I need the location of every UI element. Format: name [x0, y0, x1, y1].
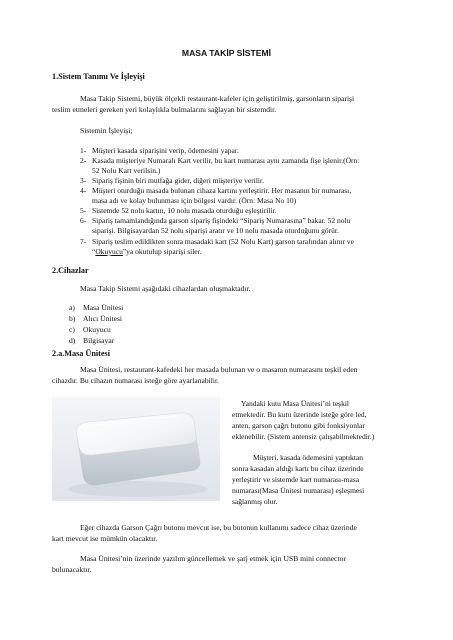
section-heading-2: 2.Cihazlar: [52, 266, 89, 275]
list-item: b) Alıcı Ünitesi: [69, 314, 123, 323]
section1-paragraph-line1: Masa Takip Sistemi, büyük ölçekli restaurant-kafeler için geliştirilmiş, garsonların siparişi: [80, 94, 355, 103]
okuyucu-underlined-term: Okuyucu: [95, 247, 123, 256]
bottom-paragraph2-line2: bulunacaktır.: [52, 565, 92, 574]
side-text-line: etmektedir. Bu kutu üzerinde isteğe göre led,: [232, 410, 367, 419]
side-text-line: Yandaki kutu Masa Ünitesi’ni teşkil: [241, 399, 349, 408]
table-unit-device-image: [52, 397, 220, 501]
side-text-line: Müşteri, kasada ödemesini yaptıktan: [253, 453, 363, 462]
side-text-line: sağlanmış olur.: [232, 497, 278, 506]
side-text-line: numarası(Masa Ünitesi numarası) eşleşmesi: [232, 486, 365, 495]
side-text-line: eklenebilir. (Sistem antensiz çalışabilmektedir.): [232, 432, 375, 441]
section2-paragraph: Masa Takip Sistemi aşağıdaki cihazlardan oluşmaktadır.: [80, 284, 251, 293]
bottom-paragraph1-line1: Eğer cihazda Garson Çağrı butonu mevcut ise, bu butonun kullanımı sadece cihaz üzerinde: [80, 523, 357, 532]
list-item: a) Masa Ünitesi: [69, 303, 124, 312]
process-subheading: Sistemin İşleyişi;: [80, 126, 133, 135]
side-text-line: anten, garson çağrı butonu gibi fonksiyonlar: [232, 421, 365, 430]
bottom-paragraph1-line2: kart mevcut ise mümkün olacaktır.: [52, 534, 158, 543]
section-heading-1: 1.Sistem Tanımı Ve İşleyişi: [52, 72, 145, 81]
document-page: MASA TAKİP SİSTEMİ 1.Sistem Tanımı Ve İşleyişi Masa Takip Sistemi, büyük ölçekli restaurant-kafeler için geliştirilmiş, garsonların siparişi teslim etmeleri gereken yeri kolaylıkla bulmalarını sağlayan bir sistemdir. Sistemin İşleyişi; 1- Müşteri kasada siparişini verip, ödemesini yapar. 2- Kasada müşteriye Numaralı Kart verilir, bu kart numarası aynı zamanda fişe işlenir.(Örn: 52 Nolu Kart verilsin.) 3- Sipariş fişinin biri mutfağa gider, diğeri müşteriye verilir. 4- Müşteri oturduğu masada bulunan cihaza kartını yerleştirir. Her masanın bir numarası, masa adı ve kolay bulunması için bölgesi vardır. (Örn: Masa No 10) 5- Sistemde 52 nolu kartın, 10 nolu masada oturduğu eşleştirilir. 6- Sipariş tamamlandığında garson sipariş fişindeki “Sipariş Numarasına” bakar. 52 nolu siparişi. Bilgisayardan 52 nolu siparişi aratır ve 10 nolu masada oturduğunu görür. 7- Sipariş teslim edildikten sonra masadaki kart (52 Nolu Kart) garson tarafından alınır ve “Okuyucu”ya okutulup siparişi siler. 2.Cihazlar Masa Takip Sistemi aşağıdaki cihazlardan oluşmaktadır. a) Masa Ünitesi b) Alıcı Ünitesi c) Okuyucu d) Bilgisayar 2.a.Masa Ünitesi Masa Ünitesi, restaurant-kafedeki her masada bulunan ve o masanın numarasını teşkil eden cihazdır. Bu cihazın numarası isteğe göre ayarlanabilir. Yandaki kutu Masa Ünitesi’ni teşkil etmektedir. Bu kutu üzerinde isteğe göre led, anten, garson çağrı butonu gibi fonksiyonlar eklenebilir. (Sistem antensiz çalışabilmektedir.) Müşteri, kasada ödemesini yaptıktan sonra kasadan aldığı kartı bu cihaz üzerinde yerleştirir ve sistemde kart numarası-masa numarası(Masa Ünitesi numarası) eşleşmesi sağlanmış olur. Eğer cihazda Garson Çağrı butonu mevcut ise, bu butonun kullanımı sadece cihaz üzerinde kart mevcut ise mümkün olacaktır. Masa Ünitesi’nin üzerinde yazılım güncellemek ve şarj etmek için USB mini connector bulunacaktır.: [0, 0, 453, 640]
side-text-line: yerleştirir ve sistemde kart numarası-masa: [232, 475, 360, 484]
section1-paragraph-line2: teslim etmeleri gereken yeri kolaylıkla bulmalarını sağlayan bir sistemdir.: [52, 105, 277, 114]
list-item: c) Okuyucu: [69, 325, 111, 334]
page-title: MASA TAKİP SİSTEMİ: [181, 48, 272, 58]
list-item: d) Bilgisayar: [69, 336, 115, 345]
side-text-line: sonra kasadan aldığı kartı bu cihaz üzerinde: [232, 464, 364, 473]
section-heading-2a: 2.a.Masa Ünitesi: [52, 349, 110, 358]
bottom-paragraph2-line1: Masa Ünitesi’nin üzerinde yazılım güncellemek ve şarj etmek için USB mini connector: [80, 554, 346, 563]
section2a-paragraph-line2: cihazdır. Bu cihazın numarası isteğe göre ayarlanabilir.: [52, 376, 219, 385]
section2a-paragraph-line1: Masa Ünitesi, restaurant-kafedeki her masada bulunan ve o masanın numarasını teşkil eden: [80, 365, 358, 374]
